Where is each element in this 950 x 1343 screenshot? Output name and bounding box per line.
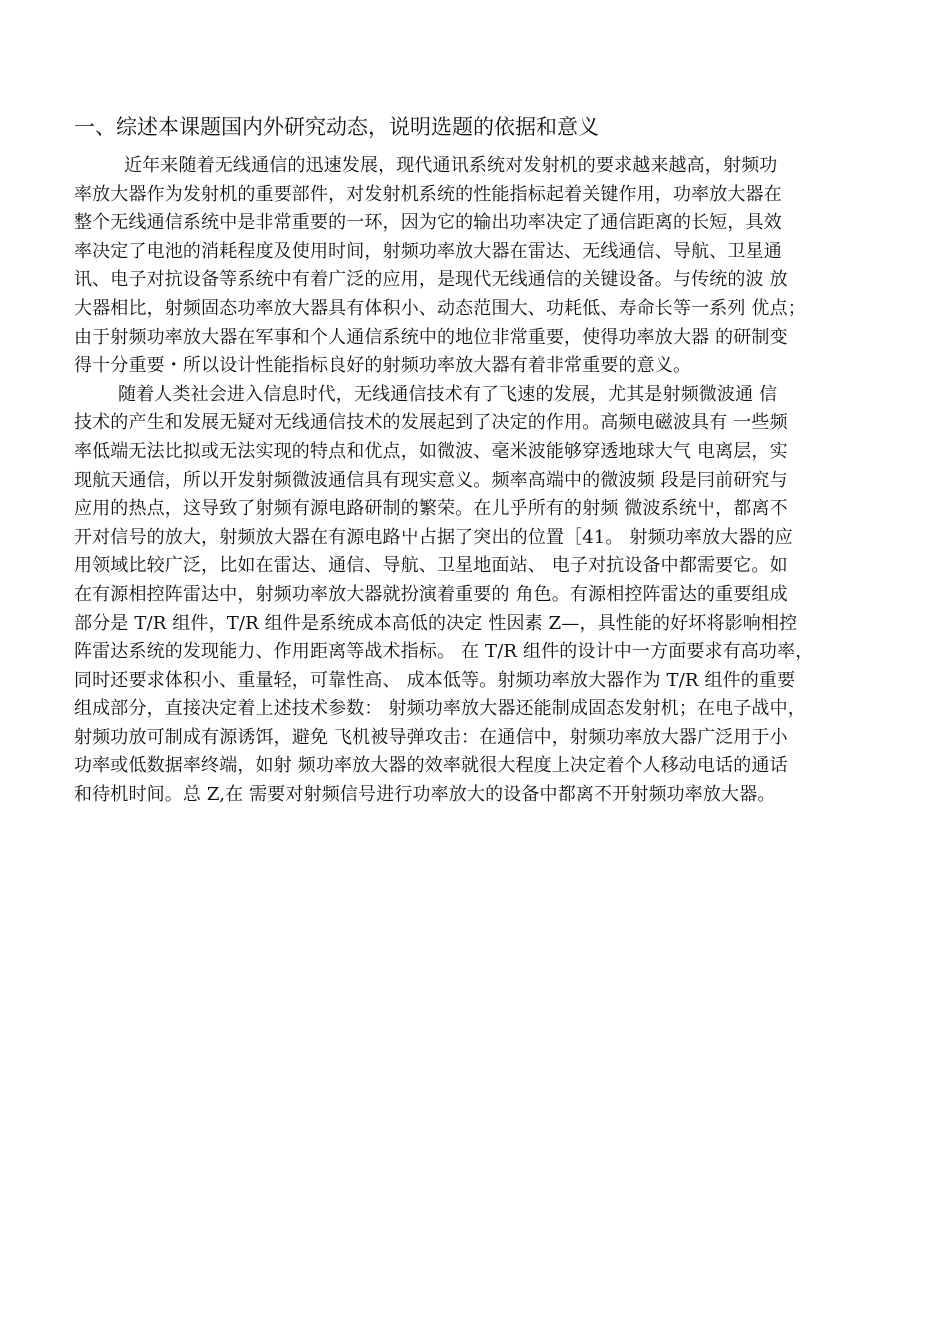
text-line: 率决定了电池的消耗程度及使用时间，射频功率放大器在雷达、无线通信、导航、卫星通 xyxy=(74,240,782,262)
text-line: 在有源相控阵雷达中，射频功率放大器就扮演着重要的 角色。有源相控阵雷达的重要组成 xyxy=(74,583,788,605)
text-line: 得十分重要・所以设计性能指标良好的射频功率放大器有着非常重要的意义。 xyxy=(74,355,692,377)
text-line: 技术的产生和发展无疑对无线通信技术的发展起到了决定的作用。高频电磁波具有 一些频 xyxy=(74,412,788,434)
text-line: 功率或低数据率终端，如射 频功率放大器的效率就很大程度上决定着个人移动电话的通话 xyxy=(74,755,788,777)
text-line: 用领域比较广泛，比如在雷达、通信、导航、卫星地面站、 电子对抗设备中都需要它。如 xyxy=(74,555,788,577)
text-line: 近年来随着无线通信的迅速发展，现代通讯系统对发射机的要求越来越高，射频功 xyxy=(124,155,778,176)
section-heading: 一、综述本课题国内外研究动态，说明选题的依据和意义 xyxy=(74,115,599,139)
document-page xyxy=(74,112,882,810)
text-line: 由于射频功率放大器在军事和个人通信系统中的地位非常重要，使得功率放大器 的研制变 xyxy=(74,326,788,348)
text-line: 阵雷达系统的发现能力、作用距离等战术指标。 在 T/R 组件的设计中一方面要求有高功率， xyxy=(74,641,814,663)
text-line: 现航天通信，所以开发射频微波通信具有现实意义。频率高端中的微波频 段是冃前研究与 xyxy=(74,469,788,491)
text-line: 射频功放可制成有源诱饵，避免 飞机被导弹攻击：在通信中，射频功率放大器广泛用于小 xyxy=(74,726,788,748)
text-line: 组成部分，直接决定着上述技术参数： 射频功率放大器还能制成固态发射机；在电子战中， xyxy=(74,698,806,720)
text-line: 随着人类社会进入信息时代，无线通信技术有了飞速的发展，尤其是射频微波通 信 xyxy=(118,383,778,405)
paragraph-1 xyxy=(74,152,882,381)
paragraph-2 xyxy=(74,381,882,810)
text-line: 整个无线通信系统中是非常重要的一环，因为它的输出功率决定了通信距离的长短，具效 xyxy=(74,212,782,234)
text-line: 讯、电子对抗设备等系统中有着广泛的应用，是现代无线通信的关键设备。与传统的波 放 xyxy=(74,269,788,291)
text-line: 部分是 T/R 组件，T/R 组件是系统成本高低的决定 性因素 Z—，具性能的好坏将影响相控 xyxy=(74,612,798,634)
text-line: 应用的热点，这导致了射频有源电路研制的繁荣。在儿乎所有的射频 微波系统屮，都离不 xyxy=(74,498,788,520)
text-line: 开对信号的放大，射频放大器在有源电路屮占据了突出的位置［41。 射频功率放大器的应 xyxy=(74,526,793,548)
text-line: 率放大器作为发射机的重要部件，对发射机系统的性能指标起着关键作用，功率放大器在 xyxy=(74,183,782,205)
text-line: 大器相比，射频固态功率放大器具有体积小、动态范围大、功耗低、寿命长等一系列 优点； xyxy=(74,297,806,319)
text-line: 率低端无法比拟或无法实现的特点和优点，如微波、毫米波能够穿透地球大气 电离层，实 xyxy=(74,440,788,462)
text-line: 和待机时间。总 Z,在 需要对射频信号进行功率放大的设备中都离不开射频功率放大器。 xyxy=(74,784,776,806)
text-line: 同时还要求体积小、重量轻，可靠性高、 成本低等。射频功率放大器作为 T/R 组件的重要 xyxy=(74,669,796,691)
